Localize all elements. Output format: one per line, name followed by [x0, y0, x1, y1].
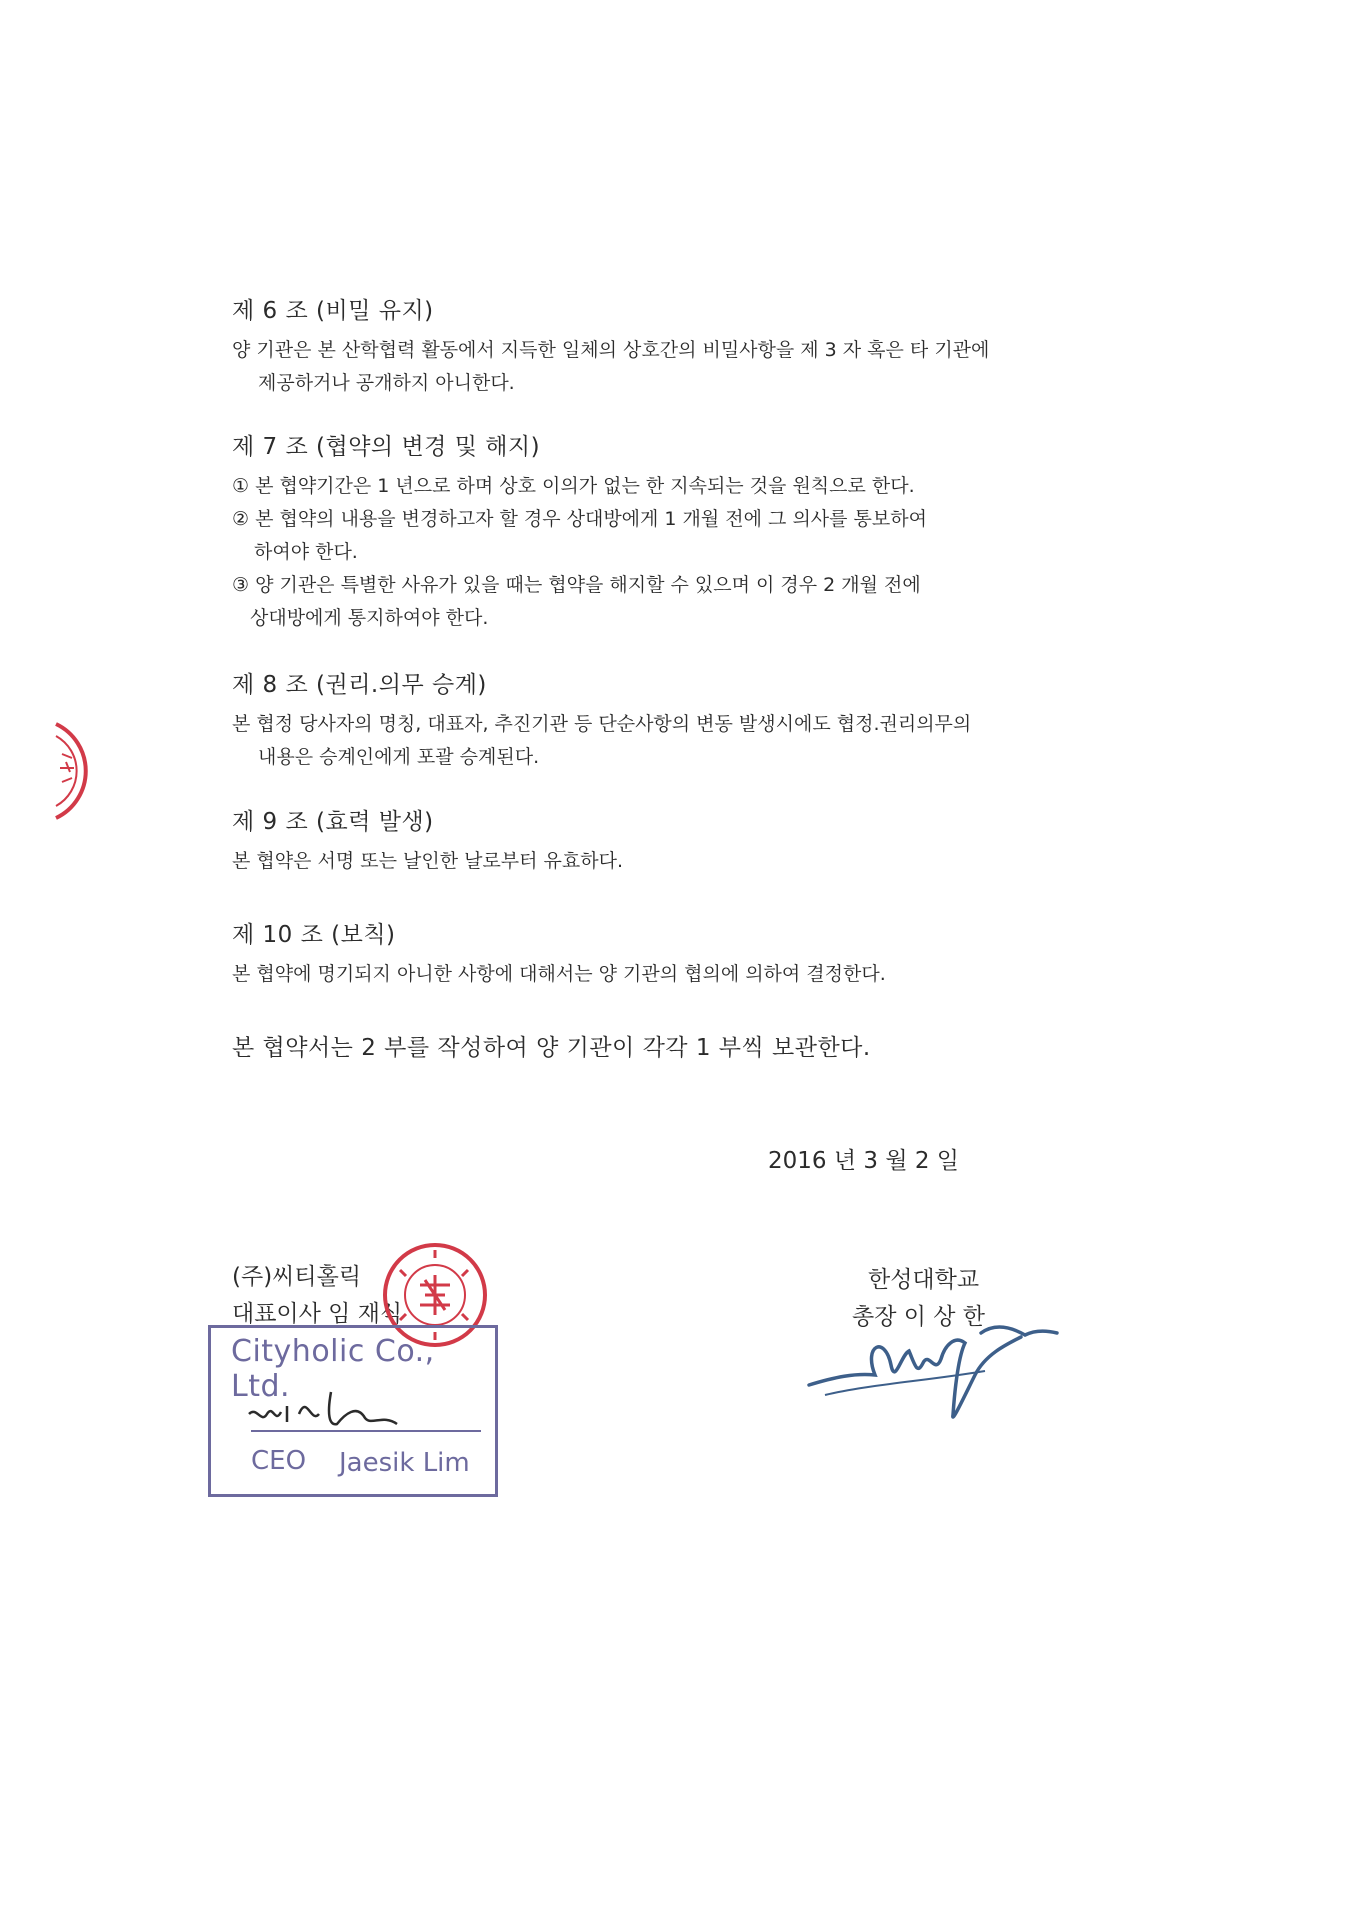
- left-representative: 대표이사 임 재식: [232, 1301, 403, 1327]
- stamp-divider: [251, 1430, 481, 1432]
- ceo-signature: [247, 1384, 427, 1434]
- article-line: 본 협약은 서명 또는 날인한 날로부터 유효하다.: [232, 850, 624, 872]
- article-heading: 제 8 조 (권리.의무 승계): [232, 672, 487, 698]
- article-heading: 제 6 조 (비밀 유지): [232, 298, 434, 324]
- article-line: 양 기관은 본 산학협력 활동에서 지득한 일체의 상호간의 비밀사항을 제 3 자 혹은 타 기관에: [232, 339, 990, 361]
- article-line: 본 협정 당사자의 명칭, 대표자, 추진기관 등 단순사항의 변동 발생시에도 협정.권리의무의: [232, 713, 972, 735]
- article-line: ① 본 협약기간은 1 년으로 하며 상호 이의가 없는 한 지속되는 것을 원칙으로 한다.: [232, 475, 915, 497]
- stamp-ceo-name: Jaesik Lim: [339, 1448, 470, 1478]
- right-institution-name: 한성대학교: [868, 1267, 980, 1293]
- seal-stamp-margin: [48, 716, 118, 826]
- article-line: 제공하거나 공개하지 아니한다.: [258, 372, 515, 394]
- article-heading: 제 7 조 (협약의 변경 및 해지): [232, 434, 541, 460]
- article-8: [232, 670, 1152, 774]
- article-line: 하여야 한다.: [254, 541, 358, 563]
- stamp-company-name: Cityholic Co., Ltd.: [231, 1334, 435, 1404]
- article-7: [232, 432, 1152, 635]
- stamp-ceo-label: CEO: [251, 1446, 307, 1476]
- president-signature: [805, 1315, 1060, 1430]
- article-line: ② 본 협약의 내용을 변경하고자 할 경우 상대방에게 1 개월 전에 그 의사를 통보하여: [232, 508, 927, 530]
- article-10: [232, 920, 1152, 991]
- article-6: [232, 296, 1152, 400]
- article-line: 본 협약에 명기되지 아니한 사항에 대해서는 양 기관의 협의에 의하여 결정한다.: [232, 963, 886, 985]
- left-company-name: (주)씨티홀릭: [232, 1264, 362, 1290]
- right-representative: 총장 이 상 한: [852, 1304, 986, 1330]
- closing-statement: 본 협약서는 2 부를 작성하여 양 기관이 각각 1 부씩 보관한다.: [232, 1035, 871, 1061]
- article-line: 내용은 승계인에게 포괄 승계된다.: [258, 746, 540, 768]
- article-9: [232, 807, 1152, 878]
- article-line: 상대방에게 통지하여야 한다.: [250, 607, 489, 629]
- article-line: ③ 양 기관은 특별한 사유가 있을 때는 협약을 해지할 수 있으며 이 경우 2 개월 전에: [232, 574, 921, 596]
- signing-date: 2016 년 3 월 2 일: [768, 1148, 960, 1174]
- article-heading: 제 9 조 (효력 발생): [232, 809, 434, 835]
- article-heading: 제 10 조 (보칙): [232, 922, 396, 948]
- company-stamp: [208, 1325, 498, 1497]
